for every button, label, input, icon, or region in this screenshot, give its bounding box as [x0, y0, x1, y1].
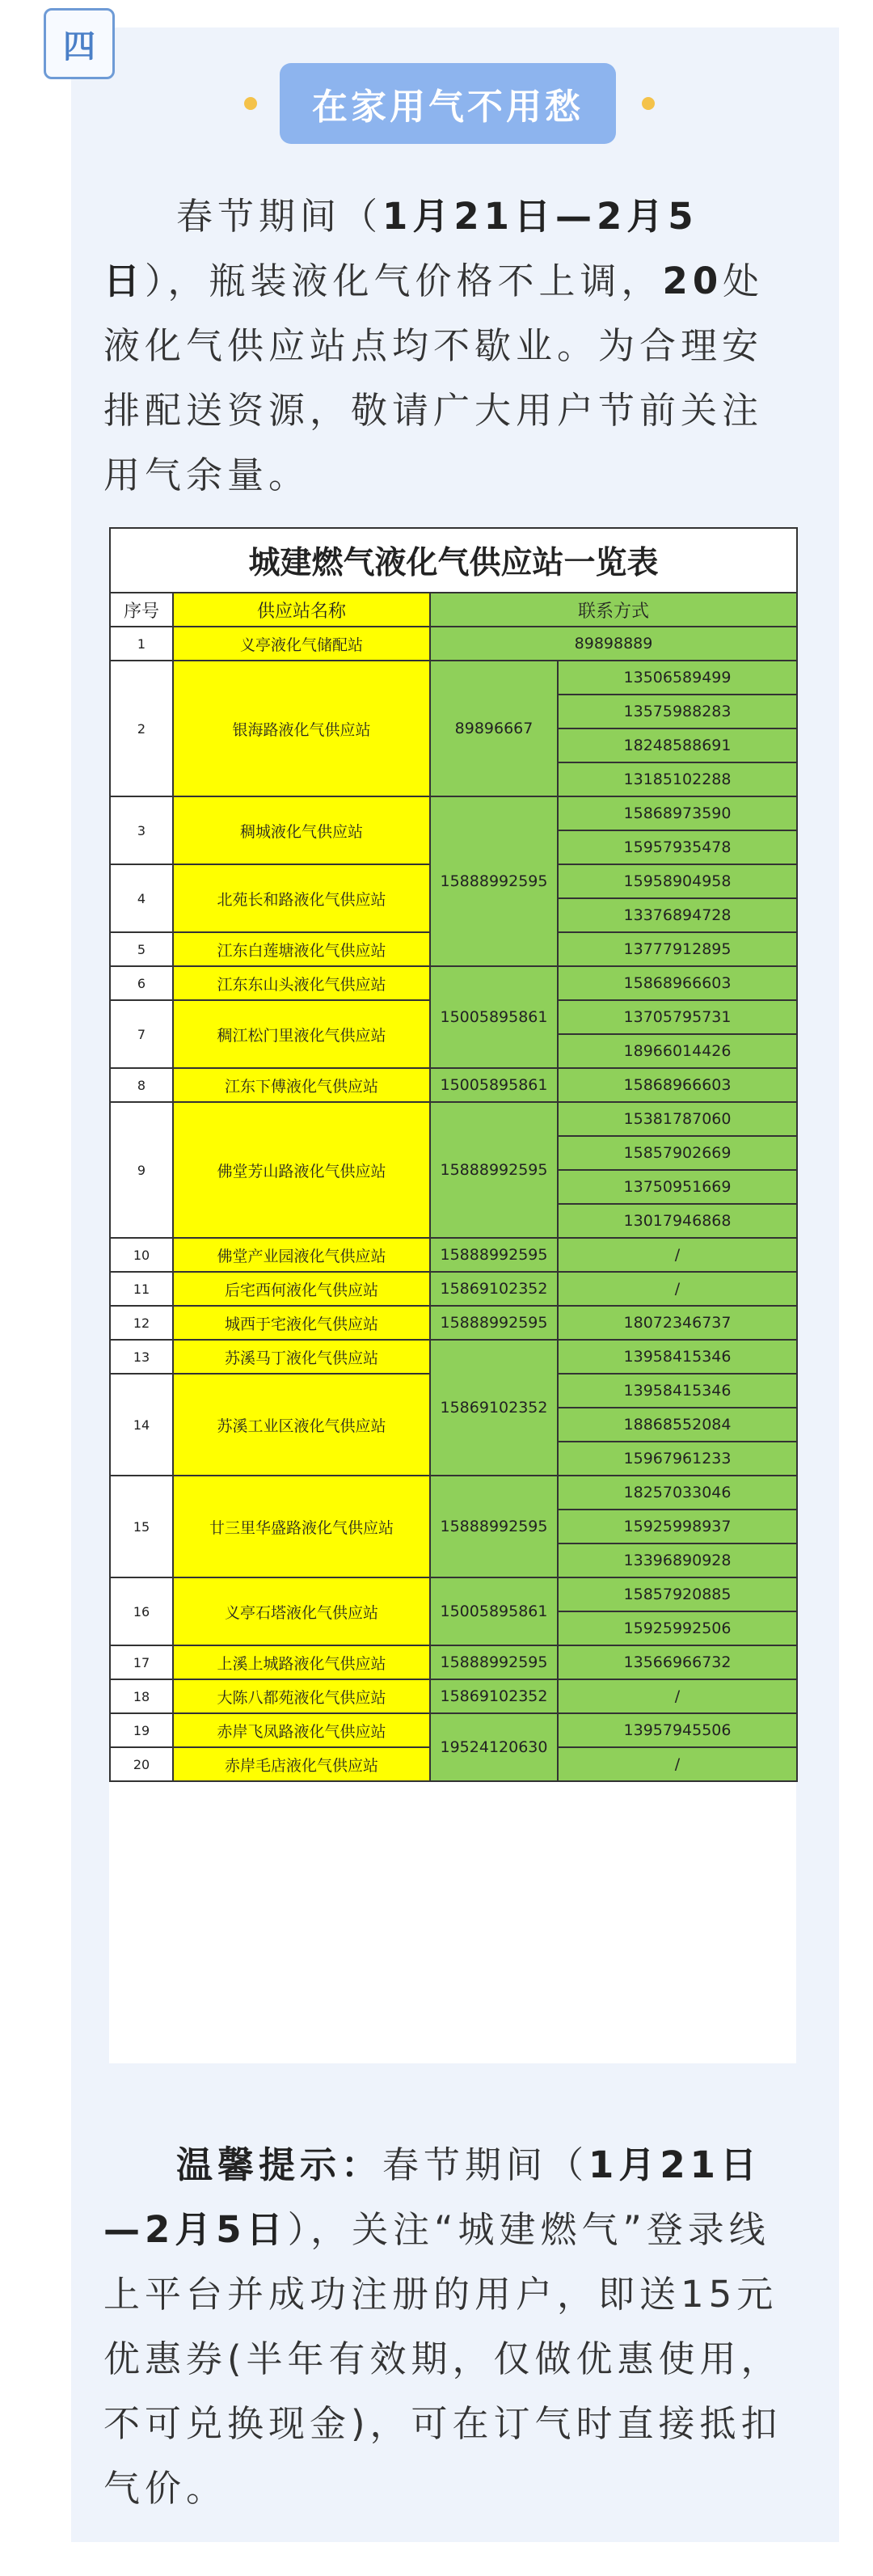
station-name: 佛堂芳山路液化气供应站 [173, 1102, 430, 1238]
row-no: 4 [110, 864, 173, 932]
phone: 13566966732 [558, 1645, 797, 1679]
phone: / [558, 1747, 797, 1781]
phone: 13957945506 [558, 1713, 797, 1747]
phone: 15868966603 [558, 1068, 797, 1102]
station-name: 义亭液化气储配站 [173, 627, 430, 661]
main-phone: 15005895861 [430, 1068, 558, 1102]
phone: / [558, 1272, 797, 1306]
phone: / [558, 1679, 797, 1713]
section-title-row [0, 63, 873, 144]
tip-paragraph: 温馨提示：春节期间（1月21日—2月5日），关注“城建燃气”登录线上平台并成功注册的用户，即送15元优惠券(半年有效期，仅做优惠使用，不可兑换现金)，可在订气时直接抵扣气价。 [103, 2143, 782, 2510]
phone: 13185102288 [558, 762, 797, 796]
station-name: 后宅西何液化气供应站 [173, 1272, 430, 1306]
phone: 13705795731 [558, 1000, 797, 1034]
station-name: 义亭石塔液化气供应站 [173, 1577, 430, 1645]
supply-station-table [109, 527, 796, 2063]
phone: 13506589499 [558, 661, 797, 695]
main-phone: 15888992595 [430, 1476, 558, 1577]
phone: 15925992506 [558, 1611, 797, 1645]
main-phone: 89898889 [430, 627, 797, 661]
row-no: 1 [110, 627, 173, 661]
phone: 13958415346 [558, 1340, 797, 1374]
table-row [110, 1068, 797, 1102]
section-number-badge: 四 [44, 8, 115, 79]
phone: 15857920885 [558, 1577, 797, 1611]
row-no: 2 [110, 661, 173, 796]
main-phone: 15869102352 [430, 1272, 558, 1306]
station-name: 稠城液化气供应站 [173, 796, 430, 864]
phone: 15857902669 [558, 1136, 797, 1170]
phone: 13017946868 [558, 1204, 797, 1238]
row-no: 17 [110, 1645, 173, 1679]
phone: 18248588691 [558, 728, 797, 762]
main-phone: 15869102352 [430, 1679, 558, 1713]
station-name: 稠江松门里液化气供应站 [173, 1000, 430, 1068]
table-row [110, 1577, 797, 1611]
phone: 13376894728 [558, 898, 797, 932]
row-no: 10 [110, 1238, 173, 1272]
station-name: 廿三里华盛路液化气供应站 [173, 1476, 430, 1577]
main-phone: 15888992595 [430, 1238, 558, 1272]
phone: 15868966603 [558, 966, 797, 1000]
table-row [110, 966, 797, 1000]
row-no: 16 [110, 1577, 173, 1645]
main-phone: 89896667 [430, 661, 558, 796]
phone: 15868973590 [558, 796, 797, 830]
table-row [110, 796, 797, 830]
station-name: 大陈八都苑液化气供应站 [173, 1679, 430, 1713]
table-row [110, 1102, 797, 1136]
phone: 15967961233 [558, 1442, 797, 1476]
row-no: 7 [110, 1000, 173, 1068]
main-phone: 15005895861 [430, 1577, 558, 1645]
main-phone: 19524120630 [430, 1713, 558, 1781]
left-dot-icon [244, 97, 257, 110]
header-contact: 联系方式 [430, 593, 797, 627]
header-no: 序号 [110, 593, 173, 627]
row-no: 18 [110, 1679, 173, 1713]
row-no: 6 [110, 966, 173, 1000]
row-no: 12 [110, 1306, 173, 1340]
table-title: 城建燃气液化气供应站一览表 [110, 528, 797, 593]
station-name: 城西于宅液化气供应站 [173, 1306, 430, 1340]
phone: 13777912895 [558, 932, 797, 966]
main-phone: 15888992595 [430, 796, 558, 966]
row-no: 3 [110, 796, 173, 864]
row-no: 19 [110, 1713, 173, 1747]
header-name: 供应站名称 [173, 593, 430, 627]
main-phone: 15005895861 [430, 966, 558, 1068]
phone: 18257033046 [558, 1476, 797, 1510]
station-name: 银海路液化气供应站 [173, 661, 430, 796]
station-name: 赤岸飞凤路液化气供应站 [173, 1713, 430, 1747]
station-name: 赤岸毛店液化气供应站 [173, 1747, 430, 1781]
phone: 18966014426 [558, 1034, 797, 1068]
station-name: 江东下傅液化气供应站 [173, 1068, 430, 1102]
row-no: 9 [110, 1102, 173, 1238]
row-no: 8 [110, 1068, 173, 1102]
table-header-row [110, 593, 797, 627]
phone: 13958415346 [558, 1374, 797, 1408]
phone: 15381787060 [558, 1102, 797, 1136]
section-title: 在家用气不用愁 [280, 63, 616, 144]
phone: 13396890928 [558, 1543, 797, 1577]
right-dot-icon [642, 97, 655, 110]
station-name: 佛堂产业园液化气供应站 [173, 1238, 430, 1272]
station-name: 苏溪工业区液化气供应站 [173, 1374, 430, 1476]
table-row [110, 1476, 797, 1510]
main-phone: 15888992595 [430, 1102, 558, 1238]
table-row [110, 1340, 797, 1374]
row-no: 11 [110, 1272, 173, 1306]
main-phone: 15888992595 [430, 1306, 558, 1340]
row-no: 13 [110, 1340, 173, 1374]
row-no: 5 [110, 932, 173, 966]
station-name: 江东白莲塘液化气供应站 [173, 932, 430, 966]
row-no: 14 [110, 1374, 173, 1476]
row-no: 20 [110, 1747, 173, 1781]
main-phone: 15869102352 [430, 1340, 558, 1476]
intro-paragraph: 春节期间（1月21日—2月5日），瓶装液化气价格不上调，20处液化气供应站点均不歇业。为合理安排配送资源，敬请广大用户节前关注用气余量。 [103, 195, 765, 496]
phone: 13750951669 [558, 1170, 797, 1204]
phone: 13575988283 [558, 695, 797, 728]
station-name: 上溪上城路液化气供应站 [173, 1645, 430, 1679]
phone: 18072346737 [558, 1306, 797, 1340]
phone: 15925998937 [558, 1510, 797, 1543]
main-phone: 15888992595 [430, 1645, 558, 1679]
station-name: 北苑长和路液化气供应站 [173, 864, 430, 932]
phone: 15957935478 [558, 830, 797, 864]
station-name: 江东东山头液化气供应站 [173, 966, 430, 1000]
phone: 18868552084 [558, 1408, 797, 1442]
table-row [110, 627, 797, 661]
row-no: 15 [110, 1476, 173, 1577]
phone: 15958904958 [558, 864, 797, 898]
table-row [110, 1238, 797, 1272]
table-row [110, 661, 797, 695]
phone: / [558, 1238, 797, 1272]
station-name: 苏溪马丁液化气供应站 [173, 1340, 430, 1374]
